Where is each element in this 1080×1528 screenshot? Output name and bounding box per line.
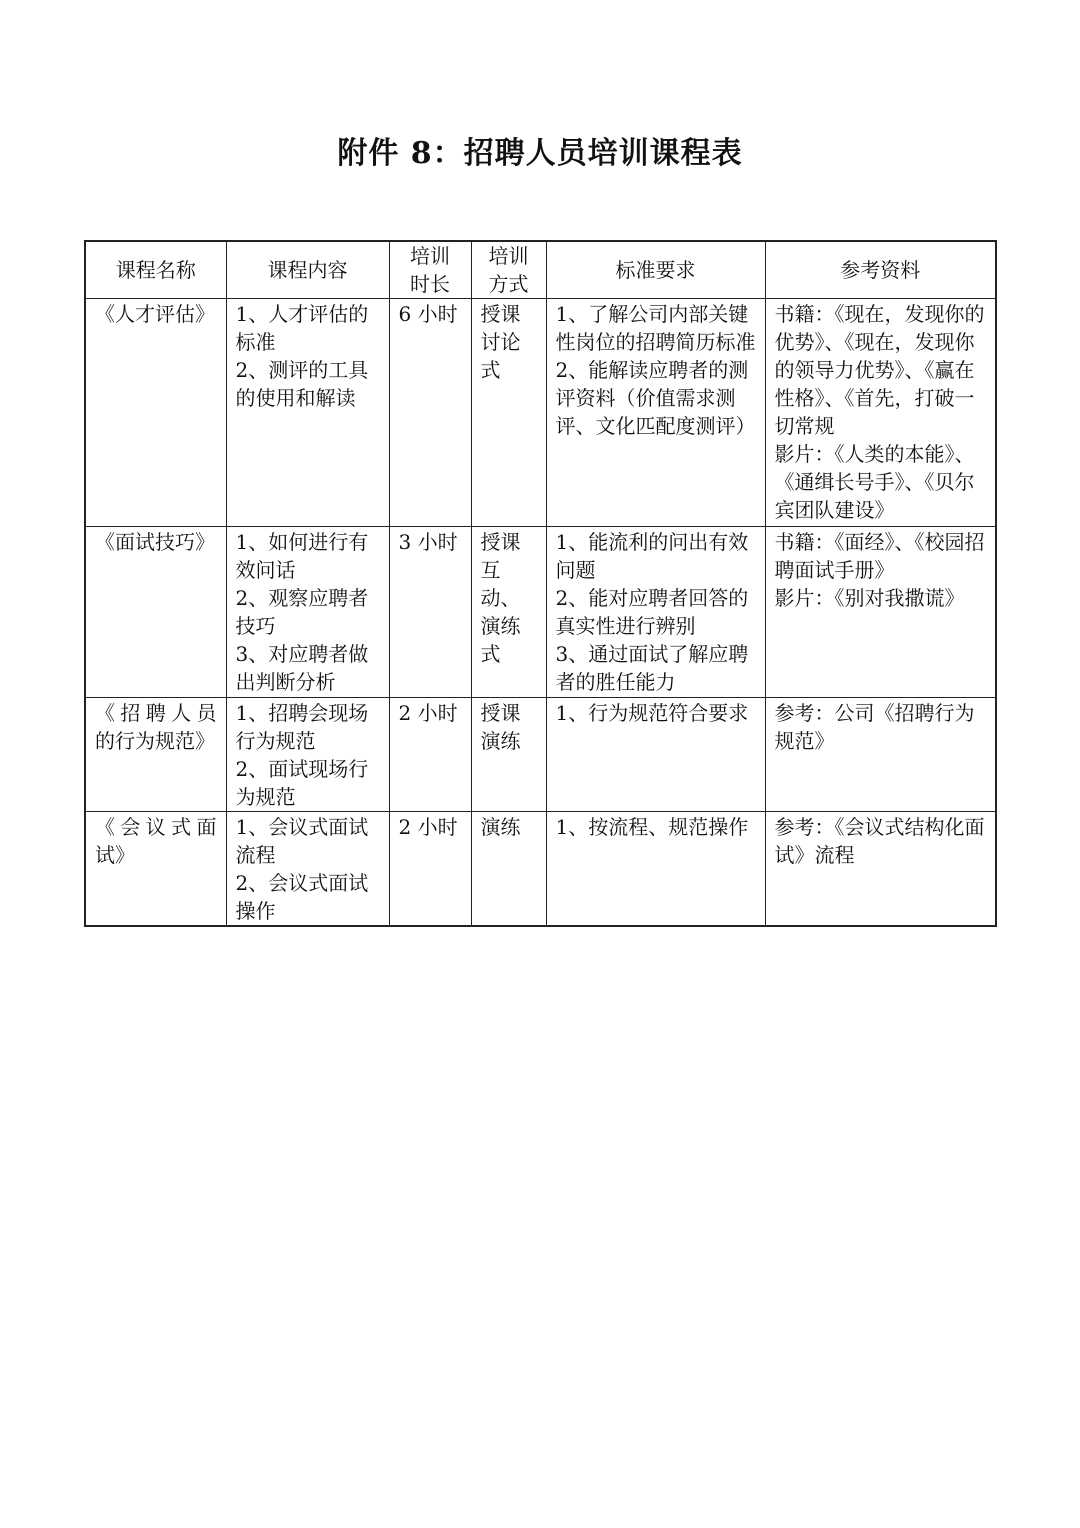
course-table [84,240,997,927]
duration-cell [389,812,471,927]
standard-item: 1、能流利的问出有效问题 [555,530,749,582]
course-content-cell [226,812,389,927]
method-cell [471,698,546,812]
course-name-cell [85,812,226,927]
reference-item: 书籍：《面经》、《校园招聘面试手册》 [774,530,985,582]
course-content-cell [226,698,389,812]
method-line: 式 [480,642,501,666]
course-content-cell [226,527,389,698]
header-method: 培训 方式 [471,241,546,299]
standard-cell [546,812,765,927]
reference-cell [765,299,996,527]
content-item: 2、面试现场行为规范 [235,757,369,809]
course-name: 《招聘人员 [95,701,217,725]
standard-item: 2、能对应聘者回答的真实性进行辨别 [555,586,749,638]
header-course-name: 课程名称 [85,241,226,299]
standard-cell [546,698,765,812]
content-item: 1、会议式面试流程 [235,815,369,867]
method-cell [471,812,546,927]
content-item: 1、人才评估的标准 [235,302,369,354]
method-line: 讨论 [480,330,521,354]
course-name: 《人才评估》 [95,302,215,326]
standard-item: 1、了解公司内部关键性岗位的招聘简历标准 [555,302,756,354]
course-name: 《面试技巧》 [95,530,215,554]
reference-item: 影片：《人类的本能》、《通缉长号手》、《贝尔宾团队建设》 [774,442,975,522]
duration-cell [389,299,471,527]
duration: 2 小时 [398,701,458,725]
standard-cell [546,527,765,698]
course-name: 《会议式面 [95,815,217,839]
content-item: 3、对应聘者做出判断分析 [235,642,369,694]
header-reference: 参考资料 [765,241,996,299]
standard-item: 3、通过面试了解应聘者的胜任能力 [555,642,749,694]
page-title: 附件 8：招聘人员培训课程表 [337,136,743,171]
standard-item: 1、按流程、规范操作 [555,815,749,839]
content-item: 2、测评的工具的使用和解读 [235,358,369,410]
method-line: 演练 [480,614,521,638]
header-row [85,241,996,299]
method-cell [471,299,546,527]
duration: 3 小时 [398,530,458,554]
header-duration: 培训 时长 [389,241,471,299]
content-item: 2、观察应聘者技巧 [235,586,369,638]
table-row [85,812,996,927]
method-line: 授课 [480,530,521,554]
course-name-cell [85,698,226,812]
method-line: 授课 [480,701,521,725]
content-item: 1、招聘会现场行为规范 [235,701,369,753]
table-row [85,698,996,812]
content-item: 1、如何进行有效问话 [235,530,369,582]
duration: 6 小时 [398,302,458,326]
course-name-cell [85,527,226,698]
method-line: 式 [480,358,501,382]
method-line: 互动、 [480,558,521,610]
standard-item: 2、能解读应聘者的测评资料（价值需求测评、文化匹配度测评） [555,358,756,438]
table-row [85,299,996,527]
reference-cell [765,698,996,812]
duration-cell [389,527,471,698]
duration: 2 小时 [398,815,458,839]
course-name: 试》 [95,843,135,867]
method-line: 演练 [480,815,521,839]
table-row [85,527,996,698]
method-cell [471,527,546,698]
standard-item: 1、行为规范符合要求 [555,701,749,725]
reference-item: 参考：公司《招聘行为规范》 [774,701,975,753]
method-line: 授课 [480,302,521,326]
reference-item: 参考：《会议式结构化面试》流程 [774,815,985,867]
reference-cell [765,812,996,927]
header-course-content: 课程内容 [226,241,389,299]
reference-item: 影片：《别对我撒谎》 [774,586,965,610]
content-item: 2、会议式面试操作 [235,871,369,923]
reference-item: 书籍：《现在，发现你的优势》、《现在，发现你的领导力优势》、《赢在性格》、《首先，打破一切常规 [774,302,985,438]
course-content-cell [226,299,389,527]
course-name-cell [85,299,226,527]
header-standard: 标准要求 [546,241,765,299]
course-name: 的行为规范》 [95,729,215,753]
standard-cell [546,299,765,527]
duration-cell [389,698,471,812]
reference-cell [765,527,996,698]
method-line: 演练 [480,729,521,753]
